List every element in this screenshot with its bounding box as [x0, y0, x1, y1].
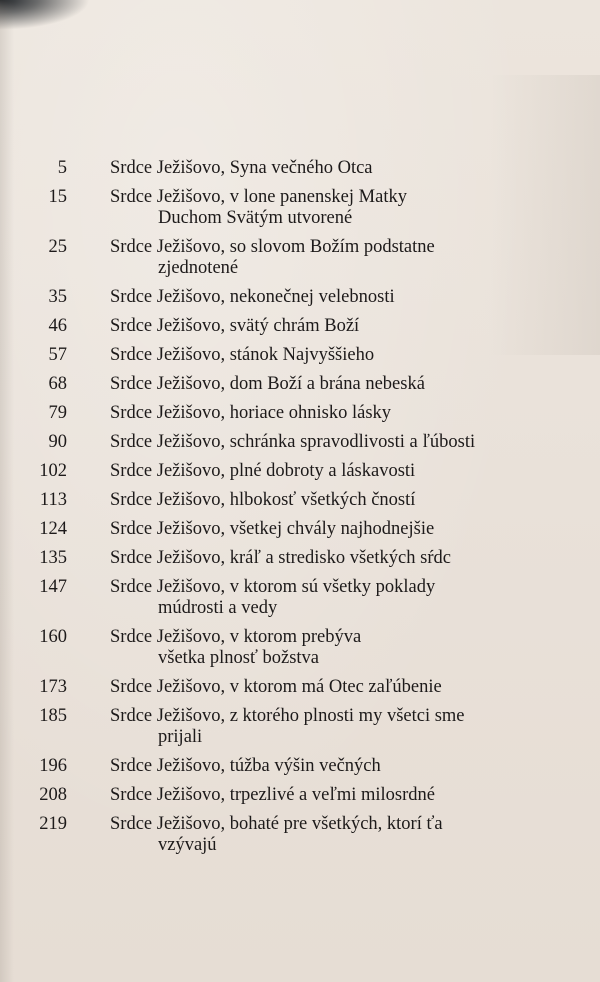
entry-line: Srdce Ježišovo, so slovom Božím podstatne: [110, 237, 435, 257]
list-item: [0, 577, 600, 619]
list-item: [0, 237, 600, 279]
list-item: [0, 814, 600, 856]
page-number: 113: [39, 490, 67, 510]
page-number: 5: [57, 158, 67, 178]
entry-text: [110, 677, 590, 698]
list-item: [0, 158, 600, 179]
list-item: [0, 519, 600, 540]
entry-line: Srdce Ježišovo, plné dobroty a láskavosti: [110, 461, 416, 481]
page-number: 185: [39, 706, 67, 726]
list-item: [0, 785, 600, 806]
list-item: [0, 490, 600, 511]
entry-text: [110, 756, 590, 777]
list-item: [0, 706, 600, 748]
entry-text: [110, 345, 590, 366]
entry-line: Srdce Ježišovo, z ktorého plnosti my všetci sme: [110, 706, 465, 726]
entry-text: [110, 706, 590, 748]
list-item: [0, 756, 600, 777]
entry-continuation-line: múdrosti a vedy: [158, 598, 278, 618]
entry-line: Srdce Ježišovo, v ktorom prebýva: [110, 627, 362, 647]
entry-line: Srdce Ježišovo, svätý chrám Boží: [110, 316, 360, 336]
entry-continuation-line: prijali: [158, 727, 203, 747]
entry-continuation-line: zjednotené: [158, 258, 239, 278]
entry-line: Srdce Ježišovo, hlbokosť všetkých čností: [110, 490, 416, 510]
page-number: 15: [48, 187, 67, 207]
page-number: 25: [48, 237, 67, 257]
entry-text: [110, 461, 590, 482]
page-number: 147: [39, 577, 67, 597]
page-number: 102: [39, 461, 67, 481]
entry-text: [110, 374, 590, 395]
entry-line: Srdce Ježišovo, horiace ohnisko lásky: [110, 403, 392, 423]
page-number: 173: [39, 677, 67, 697]
list-item: [0, 403, 600, 424]
entry-line: Srdce Ježišovo, nekonečnej velebnosti: [110, 287, 395, 307]
list-item: [0, 461, 600, 482]
page-number: 68: [48, 374, 67, 394]
page-number: 208: [39, 785, 67, 805]
list-item: [0, 316, 600, 337]
list-item: [0, 627, 600, 669]
entry-continuation-line: všetka plnosť božstva: [158, 648, 320, 668]
page-number: 57: [48, 345, 67, 365]
entry-text: [110, 158, 590, 179]
page-number: 196: [39, 756, 67, 776]
entry-continuation-line: Duchom Svätým utvorené: [158, 208, 353, 228]
entry-text: [110, 785, 590, 806]
entry-text: [110, 577, 590, 619]
page-number: 46: [48, 316, 67, 336]
entry-text: [110, 432, 590, 453]
page-number: 35: [48, 287, 67, 307]
list-item: [0, 432, 600, 453]
entry-text: [110, 627, 590, 669]
entry-text: [110, 519, 590, 540]
entry-line: Srdce Ježišovo, trpezlivé a veľmi milosrdné: [110, 785, 436, 805]
entry-line: Srdce Ježišovo, kráľ a stredisko všetkých sŕdc: [110, 548, 451, 568]
entry-text: [110, 403, 590, 424]
list-item: [0, 187, 600, 229]
entry-text: [110, 187, 590, 229]
entry-text: [110, 814, 590, 856]
litany-list: [0, 158, 600, 864]
page-number: 79: [48, 403, 67, 423]
entry-line: Srdce Ježišovo, v ktorom sú všetky poklady: [110, 577, 436, 597]
entry-line: Srdce Ježišovo, schránka spravodlivosti a ľúbosti: [110, 432, 476, 452]
page-number: 219: [39, 814, 67, 834]
entry-text: [110, 237, 590, 279]
page-number: 124: [39, 519, 67, 539]
entry-line: Srdce Ježišovo, v ktorom má Otec zaľúbenie: [110, 677, 442, 697]
entry-text: [110, 490, 590, 511]
page-number: 160: [39, 627, 67, 647]
list-item: [0, 677, 600, 698]
entry-line: Srdce Ježišovo, túžba výšin večných: [110, 756, 381, 776]
entry-line: Srdce Ježišovo, stánok Najvyššieho: [110, 345, 375, 365]
entry-text: [110, 548, 590, 569]
list-item: [0, 548, 600, 569]
entry-text: [110, 316, 590, 337]
entry-text: [110, 287, 590, 308]
entry-line: Srdce Ježišovo, Syna večného Otca: [110, 158, 373, 178]
list-item: [0, 374, 600, 395]
list-item: [0, 287, 600, 308]
entry-line: Srdce Ježišovo, bohaté pre všetkých, ktorí ťa: [110, 814, 443, 834]
entry-line: Srdce Ježišovo, v lone panenskej Matky: [110, 187, 407, 207]
list-item: [0, 345, 600, 366]
entry-line: Srdce Ježišovo, všetkej chvály najhodnejšie: [110, 519, 435, 539]
page-number: 135: [39, 548, 67, 568]
entry-continuation-line: vzývajú: [158, 835, 217, 855]
entry-line: Srdce Ježišovo, dom Boží a brána nebeská: [110, 374, 425, 394]
page-number: 90: [48, 432, 67, 452]
